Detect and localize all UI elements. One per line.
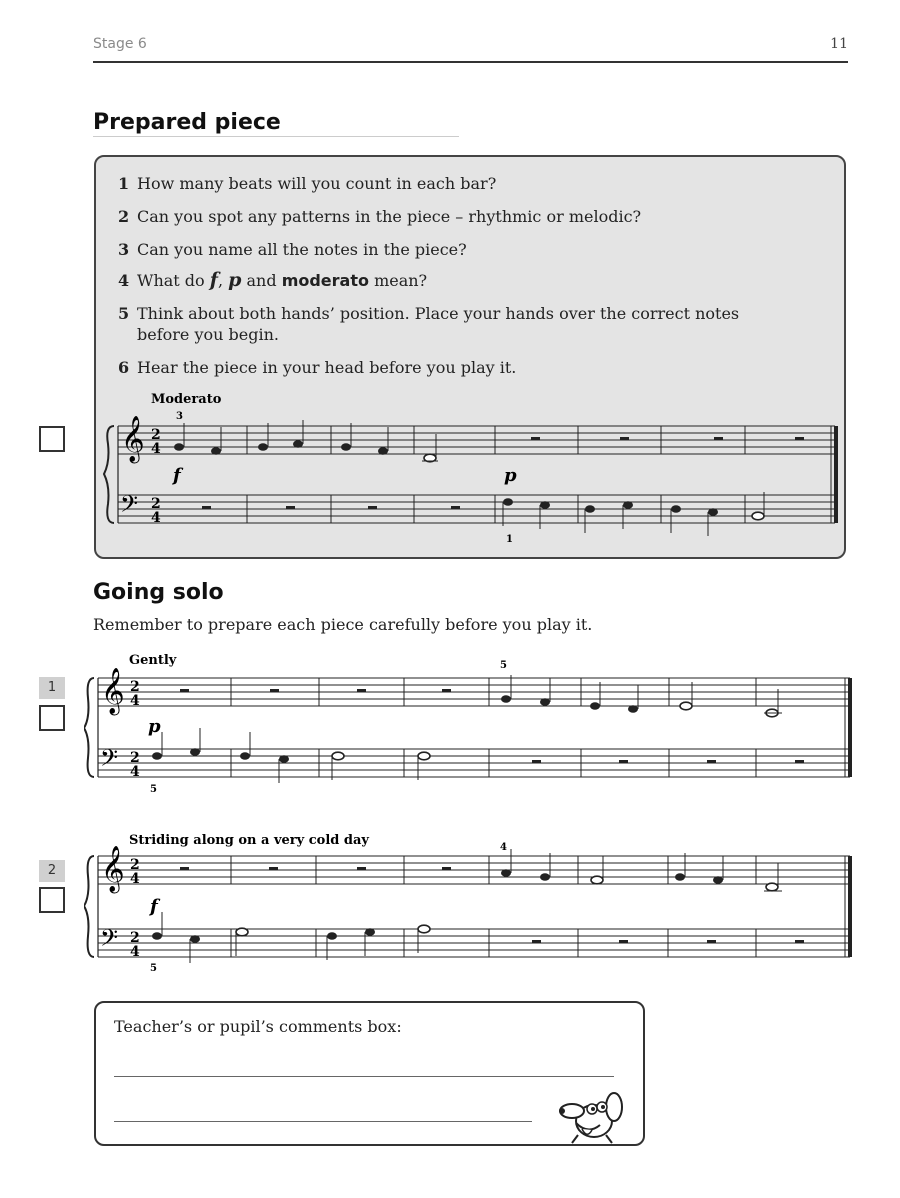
piece-1-tempo: Gently bbox=[129, 653, 177, 668]
question-number: 1 bbox=[118, 174, 130, 193]
question-number: 5 bbox=[118, 304, 130, 323]
question-text: Can you spot any patterns in the piece – rhythmic or melodic? bbox=[137, 207, 642, 226]
comments-box bbox=[94, 1001, 645, 1146]
piece-1-score bbox=[84, 646, 854, 798]
treble-staff bbox=[98, 678, 850, 706]
piece-2-checkbox[interactable] bbox=[39, 887, 65, 913]
page-number: 11 bbox=[830, 36, 848, 52]
comments-label: Teacher’s or pupil’s comments box: bbox=[114, 1017, 402, 1036]
comment-line-2[interactable] bbox=[114, 1121, 532, 1122]
going-solo-title: Going solo bbox=[93, 580, 224, 605]
q4-and: and bbox=[241, 271, 282, 290]
title-underline bbox=[93, 136, 459, 137]
bass-clef-icon: 𝄢 bbox=[100, 744, 119, 777]
bass-staff bbox=[98, 749, 850, 777]
piece-2-tempo: Striding along on a very cold day bbox=[129, 833, 369, 848]
piece-1-dynamic: p bbox=[148, 716, 161, 737]
question-6 bbox=[118, 357, 778, 378]
question-text bbox=[137, 270, 757, 291]
q4-forte-symbol: f bbox=[209, 269, 218, 291]
piece-1-badge: 1 bbox=[39, 677, 65, 699]
tempo-marking: Moderato bbox=[151, 392, 222, 407]
bass-clef-icon: 𝄢 bbox=[120, 490, 139, 523]
time-sig-bottom: 4 bbox=[130, 871, 140, 887]
brace bbox=[84, 856, 94, 957]
question-4 bbox=[118, 270, 778, 291]
question-number: 6 bbox=[118, 358, 130, 377]
piece-1-fingering-top: 5 bbox=[500, 660, 507, 671]
fingering-bottom: 1 bbox=[506, 534, 513, 545]
q4-comma: , bbox=[217, 271, 229, 290]
treble-staff bbox=[98, 856, 850, 884]
fingering-top: 3 bbox=[176, 411, 183, 422]
time-sig-bottom: 4 bbox=[151, 510, 161, 526]
question-1 bbox=[118, 173, 778, 194]
piece-1-checkbox[interactable] bbox=[39, 705, 65, 731]
bass-staff bbox=[118, 495, 835, 523]
treble-clef-icon: 𝄞 bbox=[101, 846, 125, 892]
dog-mascot-icon bbox=[554, 1083, 634, 1145]
q4-text-after: mean? bbox=[368, 271, 428, 290]
time-sig-top: 2 bbox=[130, 930, 140, 946]
question-text: How many beats will you count in each bar? bbox=[137, 174, 497, 193]
barlines bbox=[231, 678, 756, 777]
bass-clef-icon: 𝄢 bbox=[100, 924, 119, 957]
question-2 bbox=[118, 206, 778, 227]
dynamic-piano: p bbox=[504, 465, 517, 486]
bass-staff bbox=[98, 929, 850, 957]
time-sig-top: 2 bbox=[130, 750, 140, 766]
question-number: 3 bbox=[118, 240, 130, 259]
piece-2-dynamic: f bbox=[150, 896, 158, 917]
header-stage-label: Stage 6 bbox=[93, 36, 147, 52]
piece-2-badge: 2 bbox=[39, 860, 65, 882]
question-text: Can you name all the notes in the piece? bbox=[137, 240, 467, 259]
piece-1-fingering-bottom: 5 bbox=[150, 784, 157, 795]
piece-2-fingering-top: 4 bbox=[500, 842, 507, 853]
bass-notes bbox=[152, 912, 430, 963]
barlines bbox=[247, 426, 745, 523]
piece-2-fingering-bottom: 5 bbox=[150, 963, 157, 974]
going-solo-intro: Remember to prepare each piece carefully before you play it. bbox=[93, 615, 593, 634]
time-sig-top: 2 bbox=[130, 679, 140, 695]
q4-moderato: moderato bbox=[281, 271, 369, 290]
time-sig-top: 2 bbox=[130, 857, 140, 873]
header-rule bbox=[93, 61, 848, 63]
q4-text-before: What do bbox=[137, 271, 210, 290]
question-5 bbox=[118, 303, 778, 345]
treble-clef-icon: 𝄞 bbox=[121, 416, 145, 462]
time-sig-bottom: 4 bbox=[130, 693, 140, 709]
prepared-piece-score bbox=[100, 384, 845, 554]
brace bbox=[104, 426, 114, 523]
time-sig-bottom: 4 bbox=[130, 764, 140, 780]
question-number: 2 bbox=[118, 207, 130, 226]
question-3 bbox=[118, 239, 778, 260]
question-text: Hear the piece in your head before you play it. bbox=[137, 358, 517, 377]
prepared-checkbox[interactable] bbox=[39, 426, 65, 452]
barlines bbox=[231, 856, 756, 957]
treble-notes bbox=[501, 675, 782, 717]
treble-staff bbox=[118, 426, 835, 454]
time-sig-bottom: 4 bbox=[130, 944, 140, 960]
time-sig-bottom: 4 bbox=[151, 441, 161, 457]
time-sig-top: 2 bbox=[151, 496, 161, 512]
q4-piano-symbol: p bbox=[228, 269, 242, 291]
brace bbox=[84, 678, 94, 777]
question-text: Think about both hands’ position. Place your hands over the correct notes before you begin. bbox=[137, 304, 740, 344]
question-number: 4 bbox=[118, 271, 130, 290]
treble-clef-icon: 𝄞 bbox=[101, 668, 125, 714]
time-sig-top: 2 bbox=[151, 427, 161, 443]
bass-notes bbox=[503, 492, 764, 536]
piece-2-score bbox=[84, 826, 854, 976]
prepared-piece-title: Prepared piece bbox=[93, 110, 281, 135]
dynamic-forte: f bbox=[173, 465, 181, 486]
comment-line-1[interactable] bbox=[114, 1076, 614, 1077]
